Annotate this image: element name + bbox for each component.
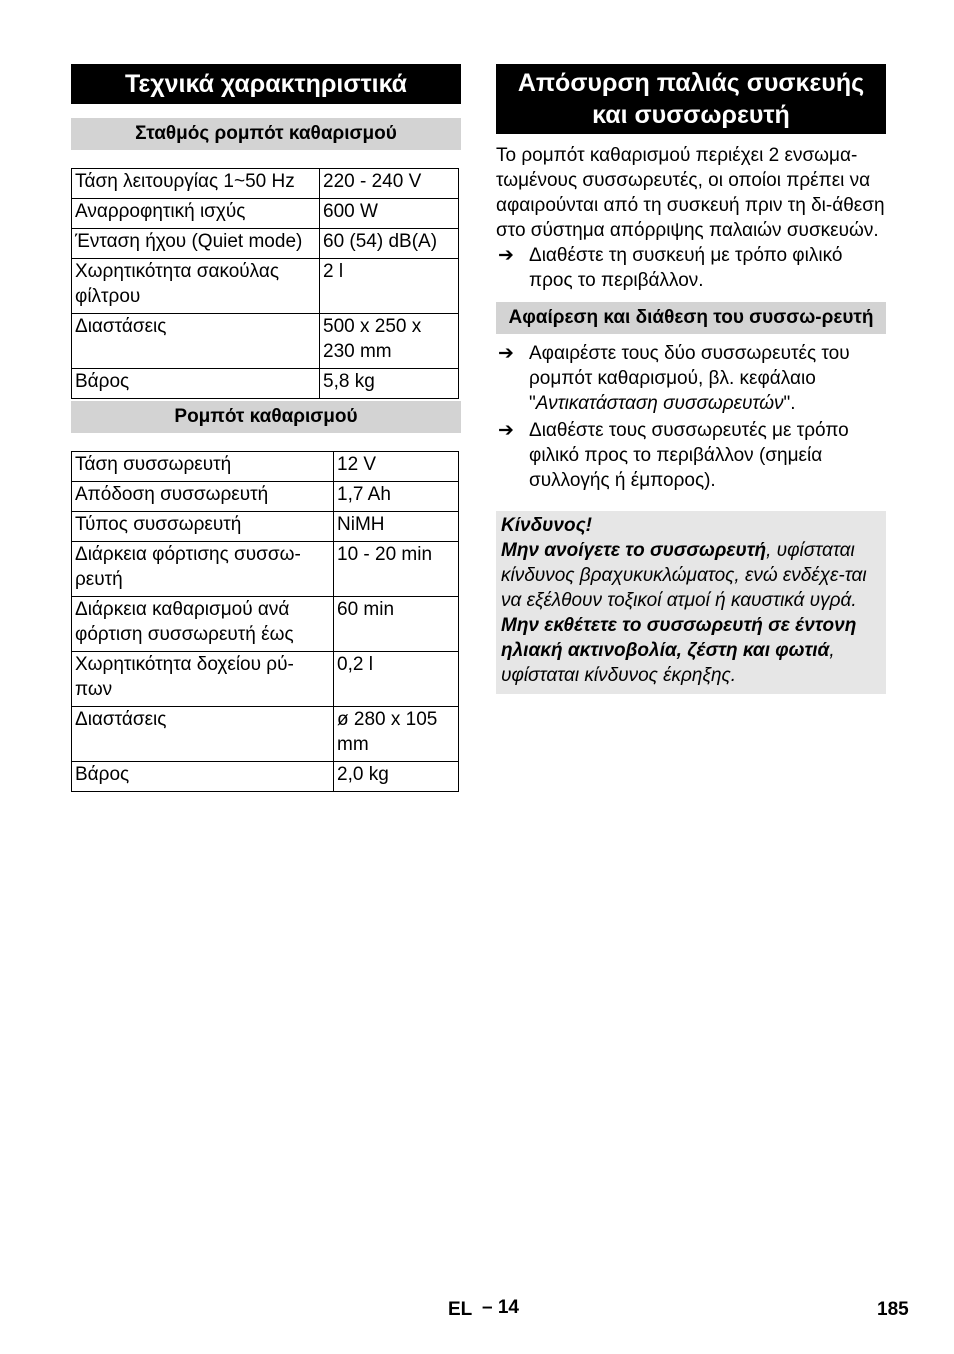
table-row (72, 707, 459, 762)
footer-section-page: – 14 (482, 1297, 519, 1318)
table-row (72, 542, 459, 597)
spec-label: Διάρκεια καθαρισμού ανά φόρτιση συσσωρευτή έως (72, 597, 334, 652)
table-row (72, 482, 459, 512)
arrow-right-icon: ➔ (498, 420, 514, 441)
spec-value: 60 (54) dB(A) (320, 229, 459, 259)
section-title-disposal: Απόσυρση παλιάς συσκευής και συσσωρευτή (496, 64, 886, 134)
bullet-text: Αφαιρέστε τους δύο συσσωρευτές του ρομπότ καθαρισμού, βλ. κεφάλαιο " (529, 343, 850, 414)
spec-label: Χωρητικότητα σακούλας φίλτρου (72, 259, 320, 314)
spec-value: NiMH (334, 512, 459, 542)
chapter-reference: Αντικατάσταση συσσωρευτών (535, 393, 784, 414)
spec-label: Διαστάσεις (72, 314, 320, 369)
table-row (72, 762, 459, 792)
disposal-column (496, 64, 886, 694)
disposal-intro: Το ρομπότ καθαρισμού περιέχει 2 ενσωμα-τωμένους συσσωρευτές, οι οποίοι πρέπει να αφαιρούνται από τη συσκευή πριν τη δι-άθεση στο σύστημα απόρριψης παλαιών συσκευών. (496, 145, 885, 241)
table-row (72, 597, 459, 652)
spec-label: Απόδοση συσσωρευτή (72, 482, 334, 512)
table-row (72, 512, 459, 542)
station-spec-table (71, 168, 459, 399)
spec-label: Χωρητικότητα δοχείου ρύ-πων (72, 652, 334, 707)
spec-value: 220 - 240 V (320, 169, 459, 199)
spec-value: 1,7 Ah (334, 482, 459, 512)
subsection-title-battery-removal: Αφαίρεση και διάθεση του συσσω-ρευτή (496, 302, 886, 334)
list-item (496, 418, 886, 493)
spec-value: 500 x 250 x 230 mm (320, 314, 459, 369)
spec-value: 0,2 l (334, 652, 459, 707)
table-row (72, 169, 459, 199)
bullet-text-end: ". (783, 393, 796, 414)
spec-label: Τάση λειτουργίας 1~50 Hz (72, 169, 320, 199)
spec-value: 2,0 kg (334, 762, 459, 792)
subsection-title-station: Σταθμός ρομπότ καθαρισμού (71, 118, 461, 150)
spec-value: ø 280 x 105 mm (334, 707, 459, 762)
spec-label: Τάση συσσωρευτή (72, 452, 334, 482)
spec-value: 10 - 20 min (334, 542, 459, 597)
list-item (496, 243, 886, 293)
spec-value: 600 W (320, 199, 459, 229)
table-row (72, 229, 459, 259)
footer-language: EL (448, 1299, 473, 1320)
list-item (496, 341, 886, 416)
spec-label: Τύπος συσσωρευτή (72, 512, 334, 542)
spec-value: 12 V (334, 452, 459, 482)
spec-value: 2 l (320, 259, 459, 314)
warning-title: Κίνδυνος! (501, 515, 593, 536)
spec-label: Διαστάσεις (72, 707, 334, 762)
table-row (72, 259, 459, 314)
spec-value: 60 min (334, 597, 459, 652)
table-row (72, 314, 459, 369)
bullet-text: Διαθέστε τους συσσωρευτές με τρόπο φιλικό προς το περιβάλλον (σημεία συλλογής ή έμπορος). (529, 420, 849, 491)
spec-value: 5,8 kg (320, 369, 459, 399)
table-row (72, 652, 459, 707)
subsection-title-robot: Ρομπότ καθαρισμού (71, 401, 461, 433)
danger-warning-box (496, 511, 886, 694)
robot-spec-table (71, 451, 459, 792)
spec-label: Βάρος (72, 762, 334, 792)
table-row (72, 452, 459, 482)
spec-label: Αναρροφητική ισχύς (72, 199, 320, 229)
arrow-right-icon: ➔ (498, 343, 514, 364)
table-row (72, 199, 459, 229)
bullet-text: Διαθέστε τη συσκευή με τρόπο φιλικό προς το περιβάλλον. (529, 245, 843, 291)
table-row (72, 369, 459, 399)
spec-label: Διάρκεια φόρτισης συσσω-ρευτή (72, 542, 334, 597)
technical-specs-column (71, 64, 461, 792)
arrow-right-icon: ➔ (498, 245, 514, 266)
warning-paragraph: Μην εκθέτετε το συσσωρευτή σε έντονη ηλιακή ακτινοβολία, ζέστη και φωτιά, υφίσταται κίνδυνος έκρηξης. (501, 615, 857, 686)
section-title-specs: Τεχνικά χαρακτηριστικά (71, 64, 461, 104)
spec-label: Βάρος (72, 369, 320, 399)
spec-label: Ένταση ήχου (Quiet mode) (72, 229, 320, 259)
page-number: 185 (877, 1299, 909, 1320)
warning-paragraph: Μην ανοίγετε το συσσωρευτή, υφίσταται κίνδυνος βραχυκυκλώματος, ενώ ενδέχε-ται να εξέλθουν τοξικοί ατμοί ή καυστικά υγρά. (501, 540, 867, 611)
